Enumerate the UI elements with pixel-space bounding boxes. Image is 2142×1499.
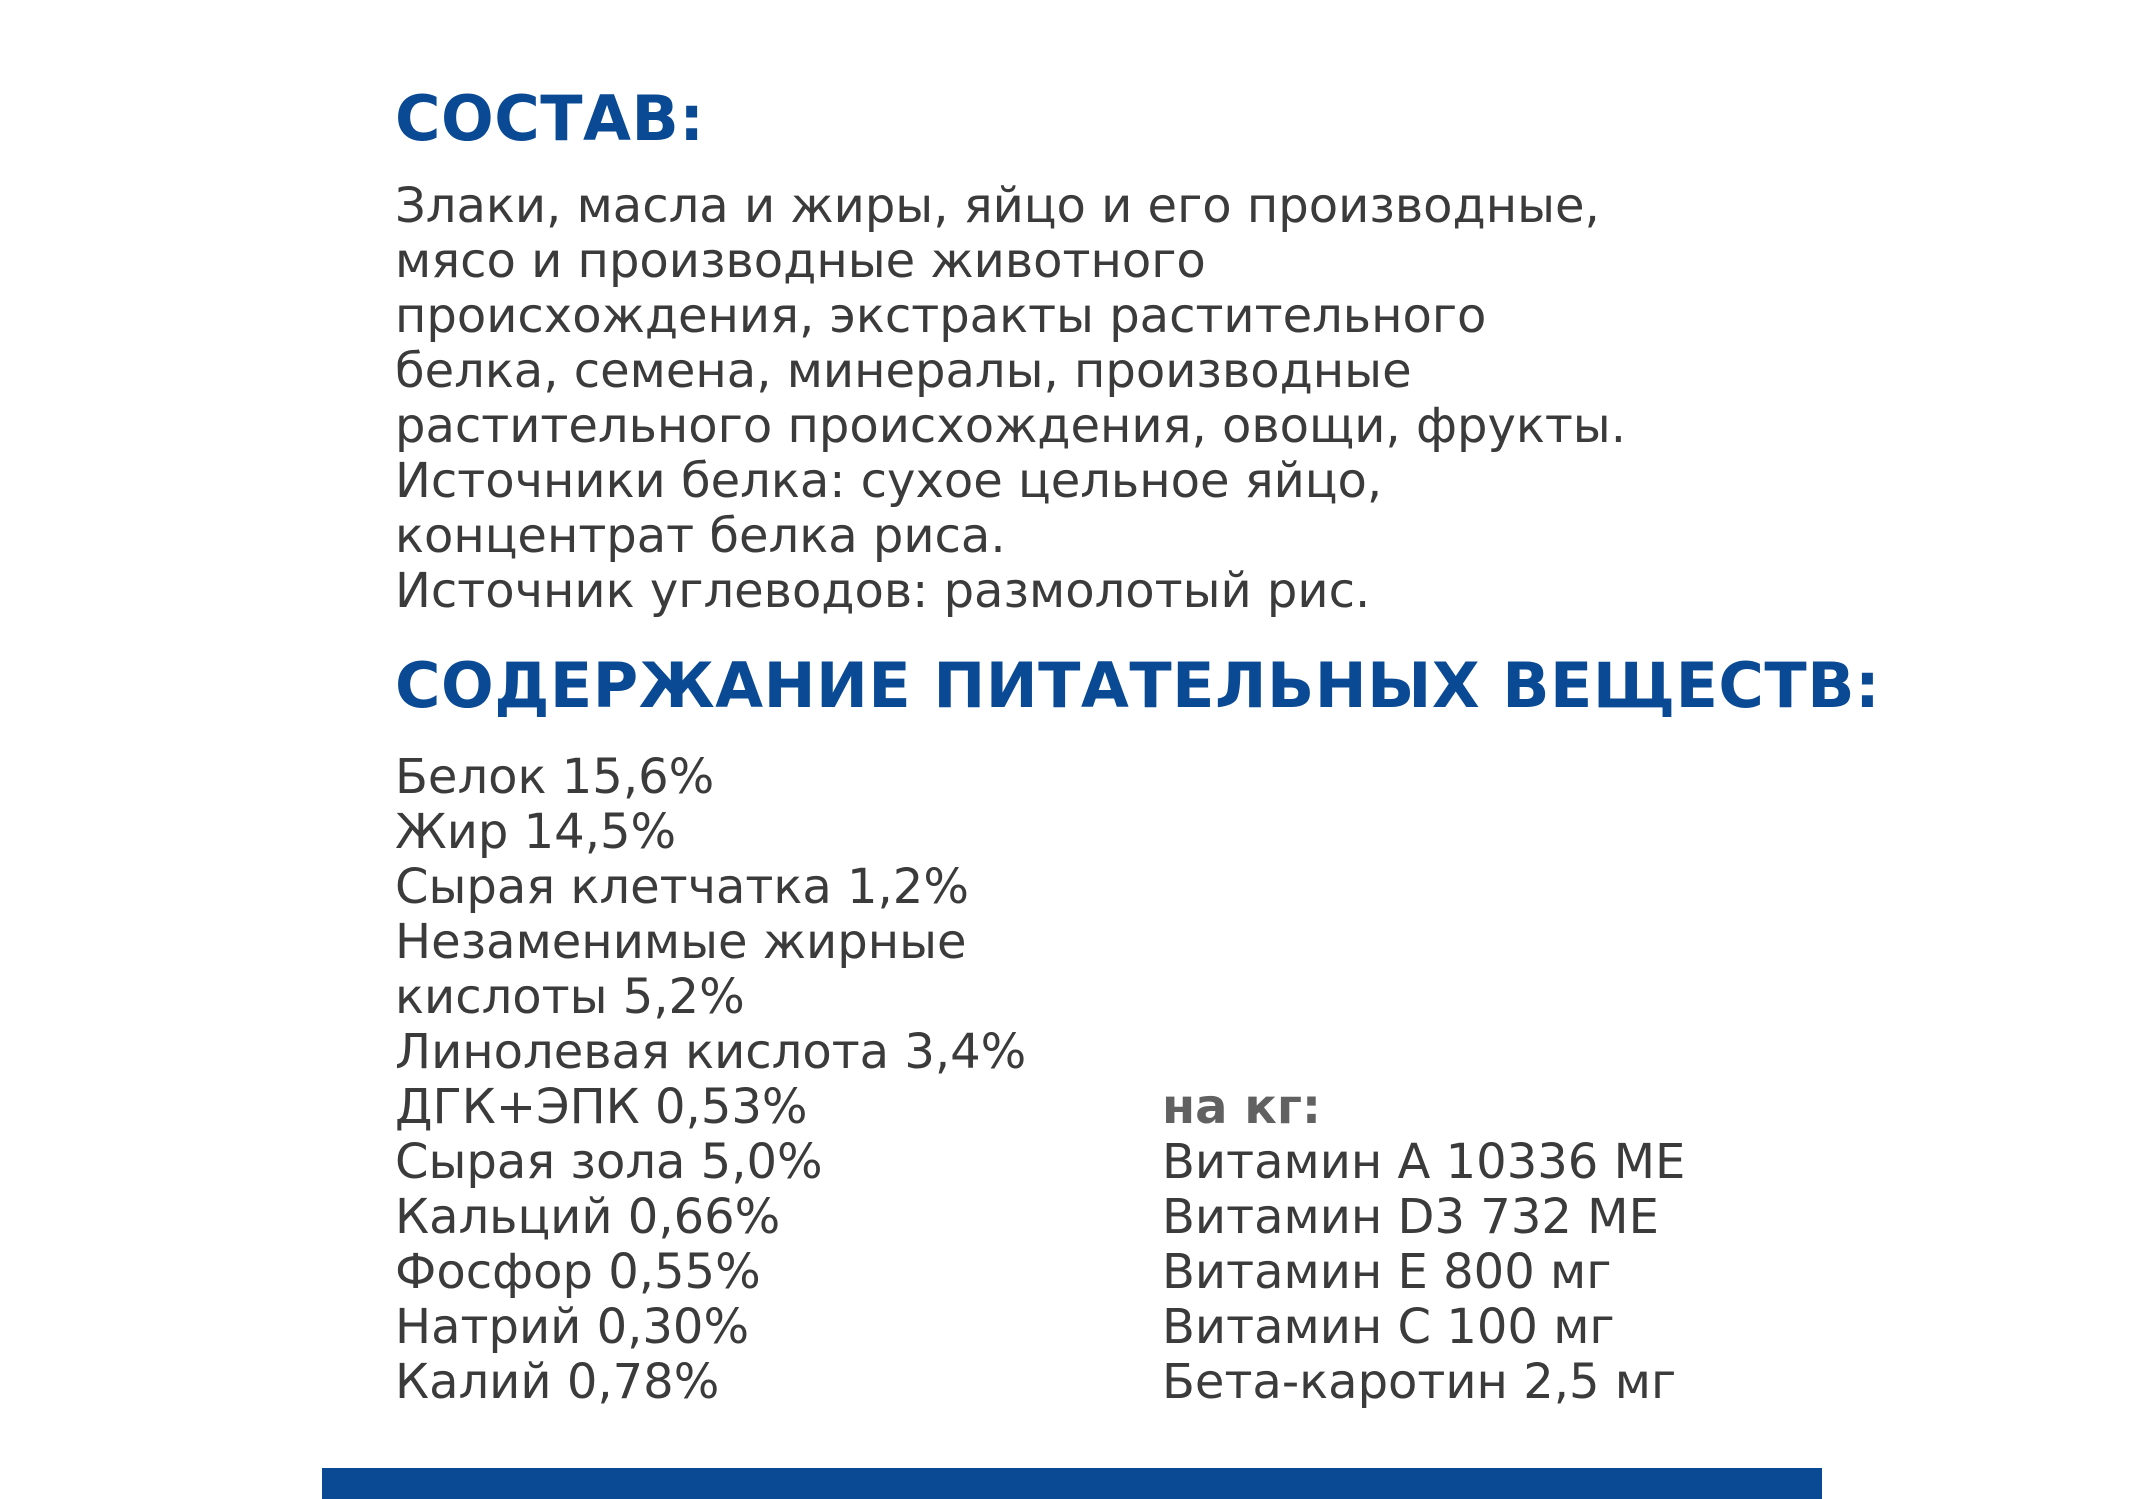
nutrients-list bbox=[395, 750, 1026, 1410]
nutrient-item-dha-epa: ДГК+ЭПК 0,53% bbox=[395, 1079, 808, 1135]
carbohydrate-source-line: Источник углеводов: размолотый рис. bbox=[395, 563, 1371, 619]
vitamin-a-item: Витамин А 10336 МЕ bbox=[1162, 1134, 1686, 1190]
nutrient-item-essential-fatty-acids: Незаменимые жирные bbox=[395, 914, 967, 970]
vitamin-c-item: Витамин С 100 мг bbox=[1162, 1299, 1615, 1355]
protein-sources-line: концентрат белка риса. bbox=[395, 508, 1006, 564]
protein-sources-line: Источники белка: сухое цельное яйцо, bbox=[395, 453, 1383, 509]
nutrient-item-fat: Жир 14,5% bbox=[395, 804, 677, 860]
vitamin-e-item: Витамин Е 800 мг bbox=[1162, 1244, 1612, 1300]
nutrient-item-crude-fiber: Сырая клетчатка 1,2% bbox=[395, 859, 969, 915]
nutrient-item-protein: Белок 15,6% bbox=[395, 749, 715, 805]
nutrients-heading: СОДЕРЖАНИЕ ПИТАТЕЛЬНЫХ ВЕЩЕСТВ: bbox=[395, 649, 1881, 722]
nutrient-item-linoleic-acid: Линолевая кислота 3,4% bbox=[395, 1024, 1027, 1080]
vitamin-d3-item: Витамин D3 732 МЕ bbox=[1162, 1189, 1659, 1245]
composition-heading: СОСТАВ: bbox=[395, 82, 705, 155]
composition-line: растительного происхождения, овощи, фрукты. bbox=[395, 398, 1626, 454]
composition-text bbox=[395, 179, 1626, 619]
bottom-accent-bar bbox=[322, 1468, 1822, 1499]
composition-line: Злаки, масла и жиры, яйцо и его производные, bbox=[395, 178, 1600, 234]
nutrient-item-essential-fatty-acids-value: кислоты 5,2% bbox=[395, 969, 745, 1025]
nutrient-item-phosphorus: Фосфор 0,55% bbox=[395, 1244, 761, 1300]
composition-line: мясо и производные животного bbox=[395, 233, 1206, 289]
beta-carotene-item: Бета-каротин 2,5 мг bbox=[1162, 1354, 1677, 1410]
per-kg-label: на кг: bbox=[1162, 1079, 1322, 1135]
nutrient-item-sodium: Натрий 0,30% bbox=[395, 1299, 750, 1355]
nutrient-item-calcium: Кальций 0,66% bbox=[395, 1189, 781, 1245]
nutrient-item-potassium: Калий 0,78% bbox=[395, 1354, 720, 1410]
composition-line: белка, семена, минералы, производные bbox=[395, 343, 1412, 399]
composition-line: происхождения, экстракты растительного bbox=[395, 288, 1487, 344]
per-kg-block bbox=[1162, 1080, 1685, 1410]
nutrient-item-crude-ash: Сырая зола 5,0% bbox=[395, 1134, 823, 1190]
